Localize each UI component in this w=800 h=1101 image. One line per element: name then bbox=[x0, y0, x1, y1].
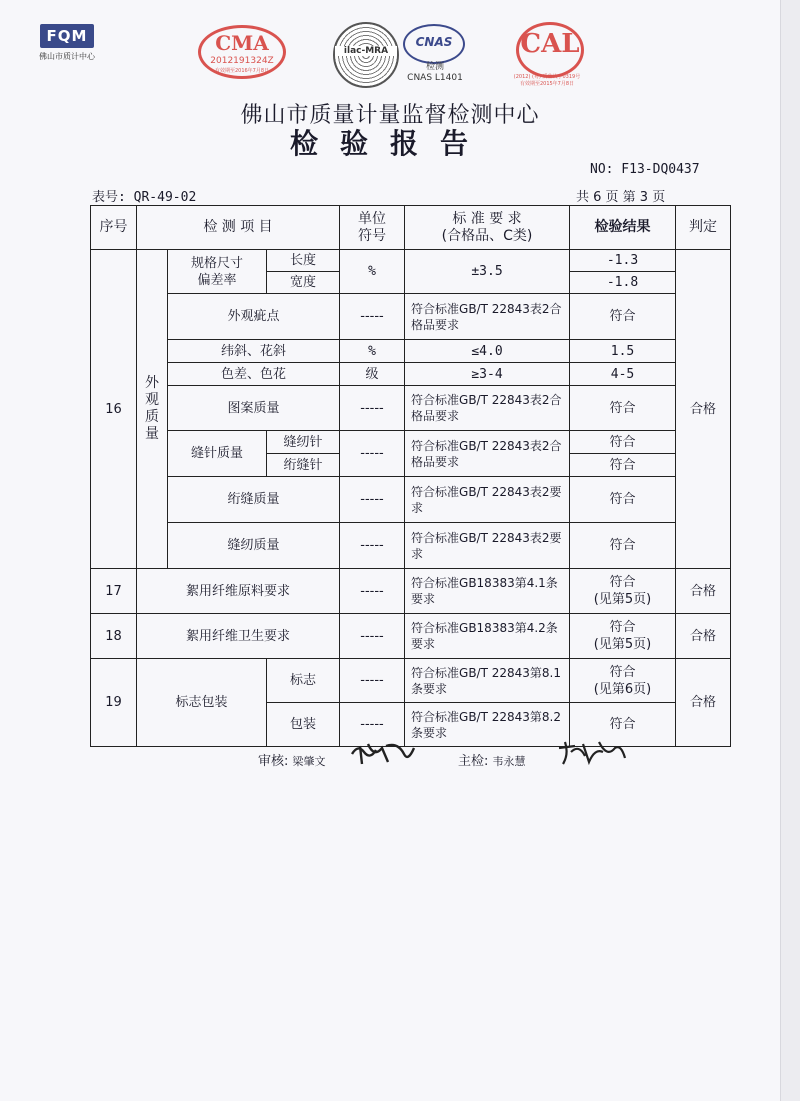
width-label: 宽度 bbox=[267, 272, 340, 294]
row17-result-line-1: 符合 bbox=[609, 575, 636, 590]
row17-judgement: 合格 bbox=[676, 569, 731, 614]
color-label: 色差、色花 bbox=[168, 363, 340, 386]
table-row bbox=[91, 340, 731, 363]
spec-deviation-label bbox=[168, 250, 267, 294]
row16-judgement: 合格 bbox=[676, 250, 731, 569]
row17-standard: 符合标准GB18383第4.1条要求 bbox=[405, 569, 570, 614]
row17-unit: ----- bbox=[340, 569, 405, 614]
page-edge bbox=[780, 0, 800, 1101]
pack-label: 包装 bbox=[267, 703, 340, 747]
row18-result-line-1: 符合 bbox=[609, 620, 636, 635]
spec-unit: % bbox=[340, 250, 405, 294]
stitch-b-label: 绗缝针 bbox=[267, 454, 340, 477]
stitch-b-result: 符合 bbox=[570, 454, 676, 477]
skew-result: 1.5 bbox=[570, 340, 676, 363]
stitch-a-label: 缝纫针 bbox=[267, 431, 340, 454]
mark-result bbox=[570, 659, 676, 703]
mark-result-line-2: (见第6页) bbox=[593, 681, 652, 697]
header-unit-line-1: 单位 bbox=[358, 210, 387, 227]
defects-label: 外观疵点 bbox=[168, 294, 340, 340]
mark-unit: ----- bbox=[340, 659, 405, 703]
quilt-seam-standard: 符合标准GB/T 22843表2要求 bbox=[405, 477, 570, 523]
page-info: 共 6 页 第 3 页 bbox=[576, 190, 666, 205]
inspector-block bbox=[458, 750, 526, 769]
color-standard: ≥3-4 bbox=[405, 363, 570, 386]
skew-unit: % bbox=[340, 340, 405, 363]
header-item: 检 测 项 目 bbox=[137, 206, 340, 250]
reviewer-block bbox=[258, 750, 326, 769]
pack-standard: 符合标准GB/T 22843第8.2条要求 bbox=[405, 703, 570, 747]
mark-standard: 符合标准GB/T 22843第8.1条要求 bbox=[405, 659, 570, 703]
cnas-mark: CNAS bbox=[415, 35, 453, 49]
pattern-result: 符合 bbox=[570, 386, 676, 431]
cnas-number: CNAS L1401 bbox=[407, 73, 463, 83]
ilac-mra-mark: ilac-MRA bbox=[335, 46, 397, 56]
sewing-unit: ----- bbox=[340, 523, 405, 569]
document-number: NO: F13-DQ0437 bbox=[590, 162, 700, 177]
table-row bbox=[91, 386, 731, 431]
length-label: 长度 bbox=[267, 250, 340, 272]
quilt-seam-result: 符合 bbox=[570, 477, 676, 523]
table-row bbox=[91, 250, 731, 272]
cnas-caption bbox=[395, 62, 475, 84]
row16-category bbox=[137, 250, 168, 569]
spec-label-line-2: 偏差率 bbox=[197, 272, 237, 288]
defects-unit: ----- bbox=[340, 294, 405, 340]
fqm-caption: 佛山市质计中心 bbox=[39, 52, 95, 61]
header-unit bbox=[340, 206, 405, 250]
pattern-label: 图案质量 bbox=[168, 386, 340, 431]
table-row bbox=[91, 614, 731, 659]
sewing-result: 符合 bbox=[570, 523, 676, 569]
pack-unit: ----- bbox=[340, 703, 405, 747]
stitch-standard: 符合标准GB/T 22843表2合格品要求 bbox=[405, 431, 570, 477]
header-standard bbox=[405, 206, 570, 250]
pattern-standard: 符合标准GB/T 22843表2合格品要求 bbox=[405, 386, 570, 431]
stitch-label: 缝针质量 bbox=[168, 431, 267, 477]
sewing-label: 缝纫质量 bbox=[168, 523, 340, 569]
table-row bbox=[91, 431, 731, 454]
cal-line-2: 有效期至2015年7月8日 bbox=[519, 81, 575, 87]
row19-judgement: 合格 bbox=[676, 659, 731, 747]
spec-standard: ±3.5 bbox=[405, 250, 570, 294]
defects-result: 符合 bbox=[570, 294, 676, 340]
length-result: -1.3 bbox=[570, 250, 676, 272]
color-result: 4-5 bbox=[570, 363, 676, 386]
cnas-seal bbox=[403, 24, 465, 64]
skew-standard: ≤4.0 bbox=[405, 340, 570, 363]
header-standard-line-1: 标 准 要 求 bbox=[452, 210, 522, 227]
cma-mark: CMA bbox=[215, 31, 269, 55]
row18-result-line-2: (见第5页) bbox=[593, 637, 652, 652]
cnas-label: 检测 bbox=[425, 62, 444, 72]
row18-judgement: 合格 bbox=[676, 614, 731, 659]
stitch-unit: ----- bbox=[340, 431, 405, 477]
cma-number: 2012191324Z bbox=[210, 56, 274, 66]
category-char: 量 bbox=[145, 426, 159, 442]
defects-standard: 符合标准GB/T 22843表2合格品要求 bbox=[405, 294, 570, 340]
pack-result: 符合 bbox=[570, 703, 676, 747]
table-row bbox=[91, 294, 731, 340]
category-char: 外 bbox=[145, 375, 159, 391]
report-title: 检验报告 bbox=[289, 127, 490, 160]
inspector-label: 主检: bbox=[458, 754, 489, 769]
quilt-seam-unit: ----- bbox=[340, 477, 405, 523]
table-header-row bbox=[91, 206, 731, 250]
organization-name: 佛山市质量计量监督检测中心 bbox=[240, 103, 540, 128]
row17-result-line-2: (见第5页) bbox=[593, 592, 652, 607]
row18-result bbox=[570, 614, 676, 659]
row19-item: 标志包装 bbox=[137, 659, 267, 747]
row17-item: 絮用纤维原料要求 bbox=[137, 569, 340, 614]
row17-seq: 17 bbox=[91, 569, 137, 614]
fqm-mark: FQM bbox=[40, 24, 95, 48]
form-number: 表号: QR-49-02 bbox=[92, 190, 197, 205]
table-row bbox=[91, 523, 731, 546]
mark-label: 标志 bbox=[267, 659, 340, 703]
cma-validity: 有效期至2016年7月8日 bbox=[214, 68, 270, 74]
inspection-table bbox=[90, 205, 731, 747]
row19-seq: 19 bbox=[91, 659, 137, 747]
cma-seal bbox=[198, 25, 286, 79]
header-result: 检验结果 bbox=[570, 206, 676, 250]
width-result: -1.8 bbox=[570, 272, 676, 294]
inspector-signature bbox=[555, 738, 627, 768]
mark-result-line-1: 符合 bbox=[609, 664, 636, 680]
header-seq: 序号 bbox=[91, 206, 137, 250]
cal-mark: CAL bbox=[520, 29, 580, 59]
header-unit-line-2: 符号 bbox=[358, 227, 387, 244]
row18-item: 絮用纤维卫生要求 bbox=[137, 614, 340, 659]
table-row bbox=[91, 569, 731, 614]
row18-unit: ----- bbox=[340, 614, 405, 659]
stitch-a-result: 符合 bbox=[570, 431, 676, 454]
table-row bbox=[91, 477, 731, 500]
cal-caption bbox=[508, 74, 586, 88]
color-unit: 级 bbox=[340, 363, 405, 386]
row16-seq: 16 bbox=[91, 250, 137, 569]
skew-label: 纬斜、花斜 bbox=[168, 340, 340, 363]
inspector-name: 韦永慧 bbox=[492, 755, 526, 768]
row18-standard: 符合标准GB18383第4.2条要求 bbox=[405, 614, 570, 659]
reviewer-label: 审核: bbox=[258, 754, 289, 769]
category-char: 质 bbox=[145, 409, 159, 425]
category-char: 观 bbox=[145, 392, 159, 408]
pattern-unit: ----- bbox=[340, 386, 405, 431]
spec-label-line-1: 规格尺寸 bbox=[190, 255, 243, 271]
table-row bbox=[91, 659, 731, 703]
cal-seal bbox=[516, 22, 584, 78]
row17-result bbox=[570, 569, 676, 614]
header-standard-line-2: (合格品、C类) bbox=[441, 227, 533, 244]
reviewer-name: 梁肇文 bbox=[292, 755, 326, 768]
reviewer-signature bbox=[348, 740, 418, 768]
sewing-standard: 符合标准GB/T 22843表2要求 bbox=[405, 523, 570, 569]
ilac-mra-seal bbox=[333, 22, 399, 88]
fqm-logo bbox=[32, 24, 102, 62]
table-row bbox=[91, 363, 731, 386]
quilt-seam-label: 绗缝质量 bbox=[168, 477, 340, 523]
cal-line-1: (2012) (粤) 质监认字0319号 bbox=[513, 74, 581, 80]
header-judgement: 判定 bbox=[676, 206, 731, 250]
row18-seq: 18 bbox=[91, 614, 137, 659]
